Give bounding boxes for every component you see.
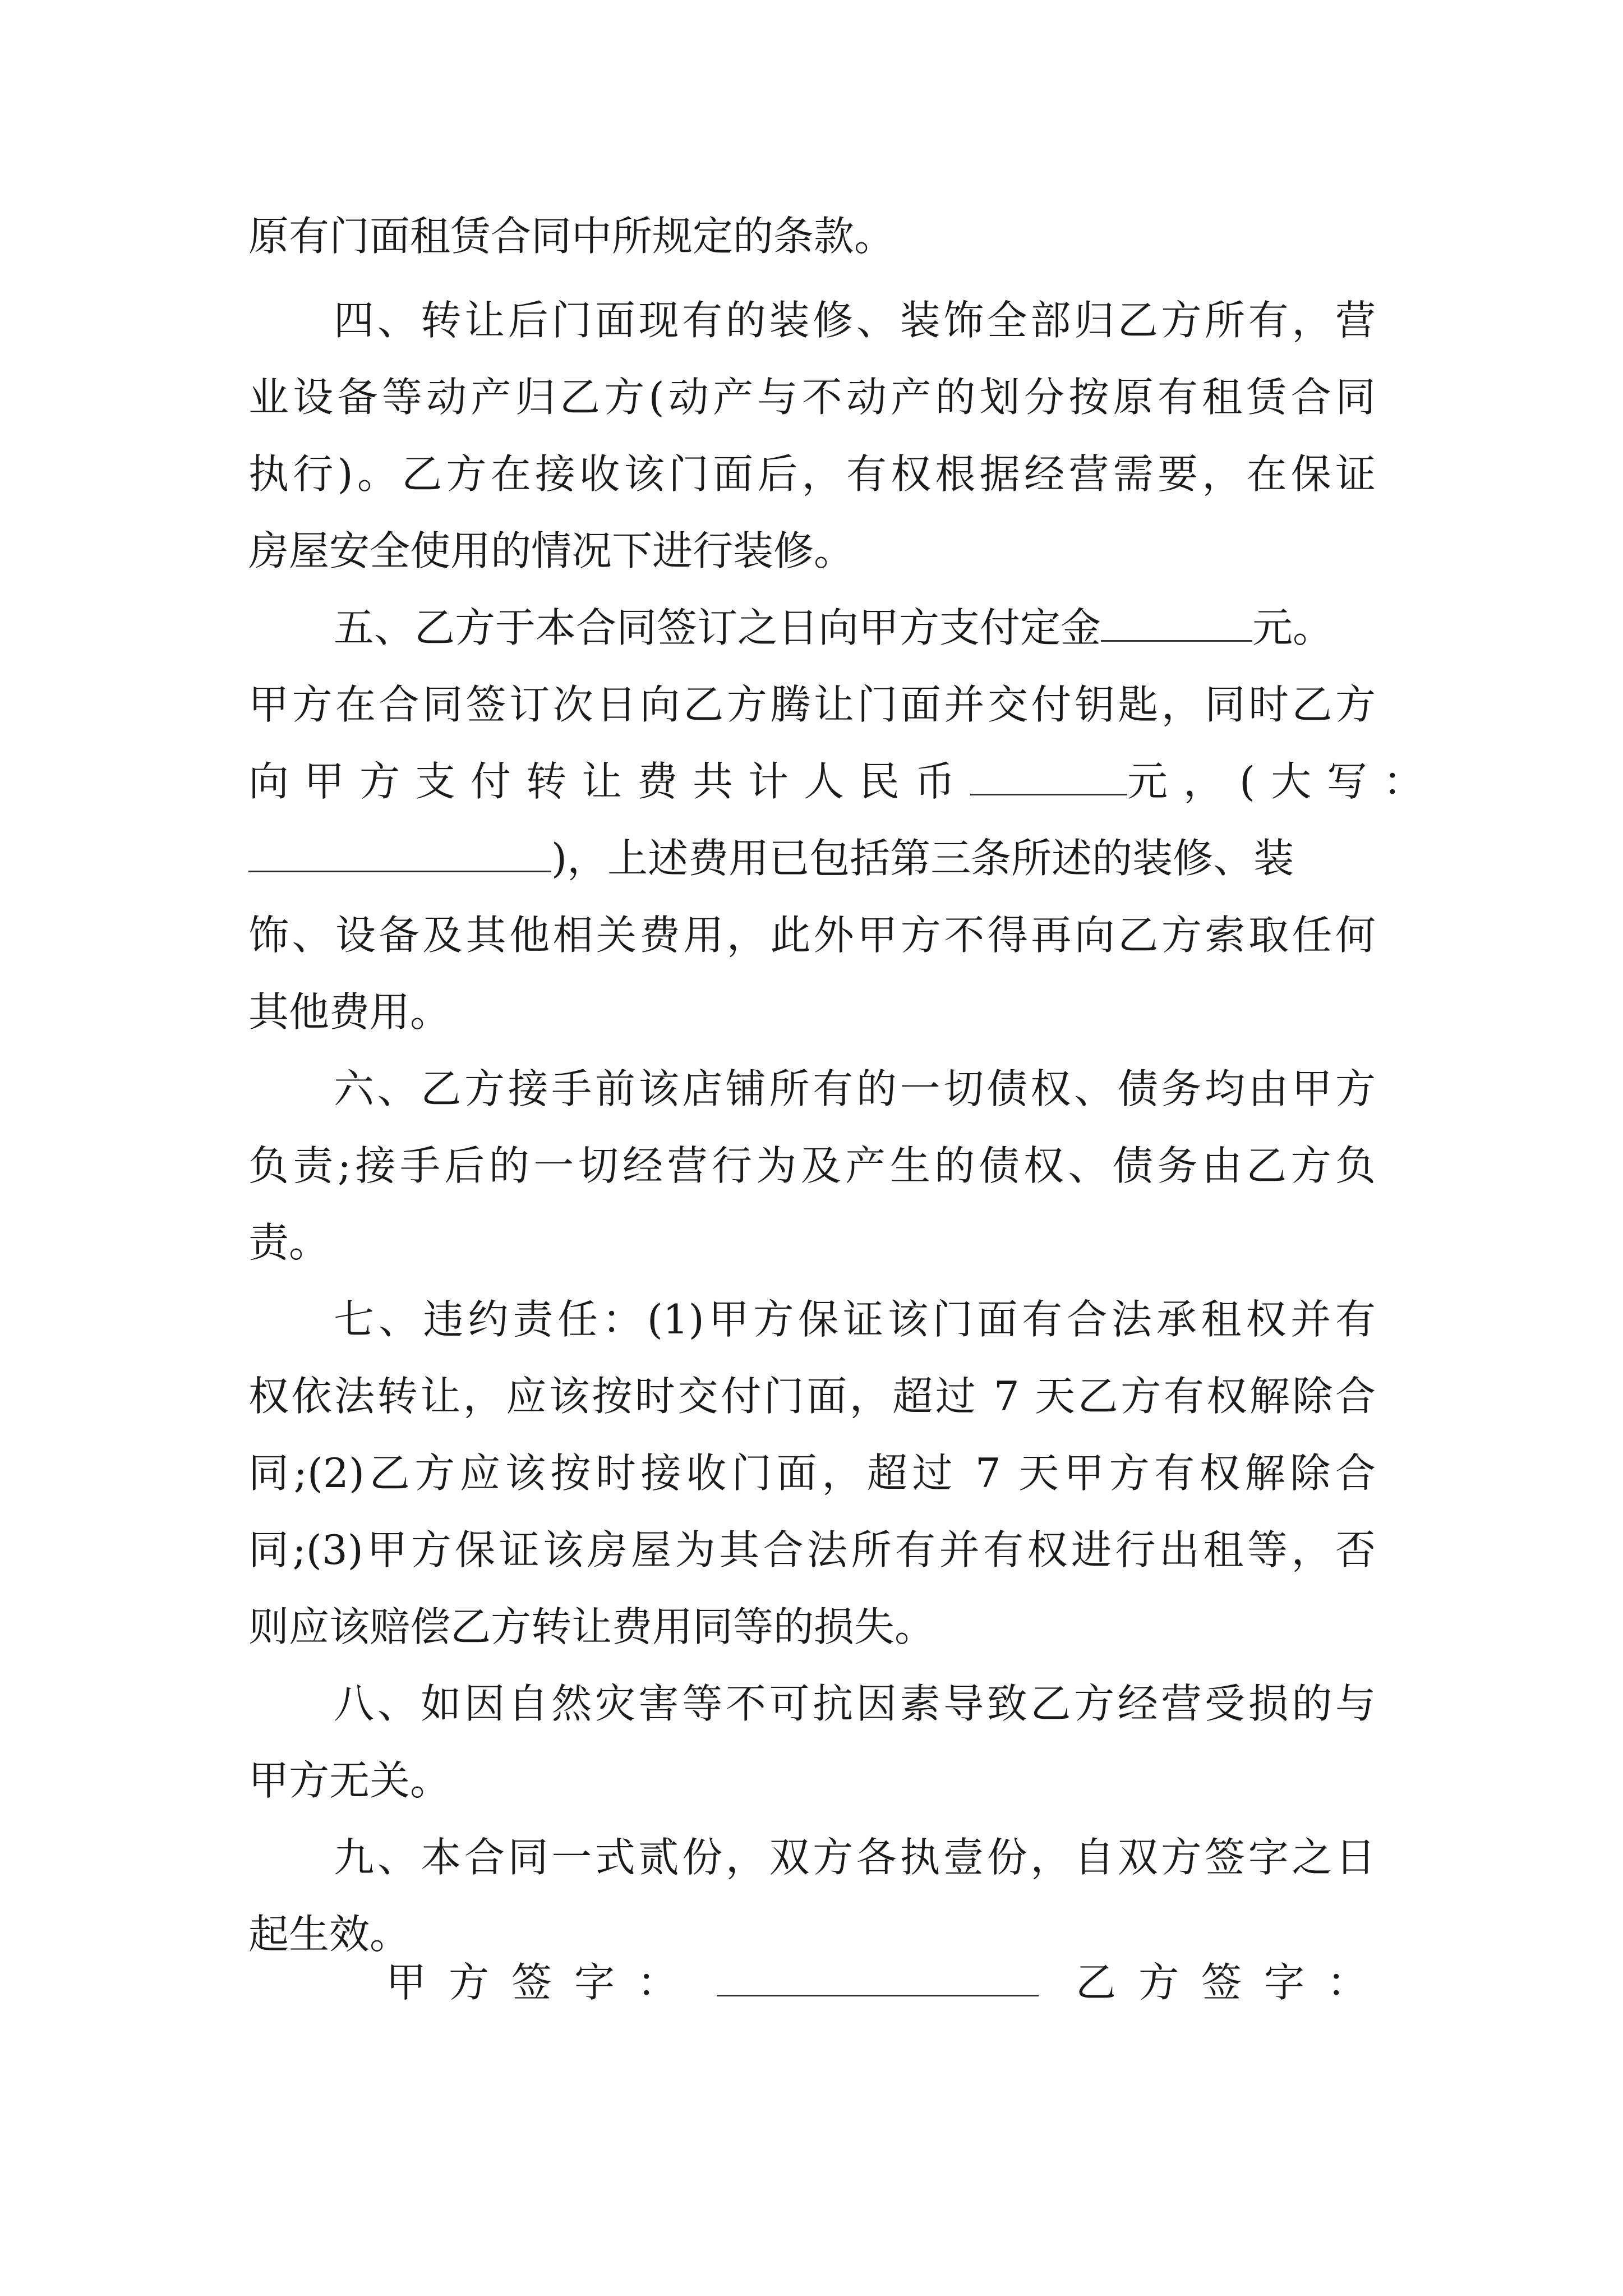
clause-5-text: 向甲方支付转让费共计人民币 xyxy=(248,758,971,805)
clause-7-line: 权依法转让，应该按时交付门面，超过 7 天乙方有权解除合 xyxy=(248,1373,1376,1420)
clause-5-line: 甲方在合同签订次日向乙方腾让门面并交付钥匙，同时乙方 xyxy=(248,681,1376,728)
deposit-amount-blank[interactable] xyxy=(1101,601,1252,642)
clause-7-line: 七、违约责任：(1)甲方保证该门面有合法承租权并有 xyxy=(334,1296,1376,1343)
clause-5-text: 元，(大写： xyxy=(1127,758,1440,805)
party-a-signature-label: 甲方签字： xyxy=(386,1959,677,2006)
clause-7-line: 同;(2)乙方应该按时接收门面，超过 7 天甲方有权解除合 xyxy=(248,1450,1376,1497)
clause-5-text: 五、乙方于本合同签订之日向甲方支付定金 xyxy=(334,604,1101,651)
clause-4-line: 四、转让后门面现有的装修、装饰全部归乙方所有，营 xyxy=(334,297,1376,344)
party-a-signature-field[interactable] xyxy=(717,1995,1039,1996)
party-b-signature-label: 乙方签字： xyxy=(1076,1959,1367,2006)
clause-5-text: )，上述费用已包括第三条所述的装修、装 xyxy=(551,835,1294,882)
clause-9-line: 九、本合同一式贰份，双方各执壹份，自双方签字之日 xyxy=(334,1834,1376,1881)
clause-4-line: 执行)。乙方在接收该门面后，有权根据经营需要，在保证 xyxy=(248,450,1376,498)
clause-9-line: 起生效。 xyxy=(248,1911,411,1958)
clause-4-line: 房屋安全使用的情况下进行装修。 xyxy=(248,527,855,574)
clause-6-line: 六、乙方接手前该店铺所有的一切债权、债务均由甲方 xyxy=(334,1065,1376,1112)
clause-7-line: 则应该赔偿乙方转让费用同等的损失。 xyxy=(248,1603,935,1650)
clause-6-line: 责。 xyxy=(248,1219,330,1266)
clause-5-line: 饰、设备及其他相关费用，此外甲方不得再向乙方索取任何 xyxy=(248,912,1376,959)
clause-5-line xyxy=(248,753,1440,809)
clause-4-line: 业设备等动产归乙方(动产与不动产的划分按原有租赁合同 xyxy=(248,374,1376,421)
clause-8-line: 八、如因自然灾害等不可抗因素导致乙方经营受损的与 xyxy=(334,1680,1376,1727)
clause-5-line: 其他费用。 xyxy=(248,988,451,1036)
paragraph-line: 原有门面租赁合同中所规定的条款。 xyxy=(248,213,895,260)
clause-8-line: 甲方无关。 xyxy=(248,1757,451,1804)
clause-7-line: 同;(3)甲方保证该房屋为其合法所有并有权进行出租等，否 xyxy=(248,1526,1376,1573)
clause-6-line: 负责;接手后的一切经营行为及产生的债权、债务由乙方负 xyxy=(248,1142,1376,1189)
clause-5-text: 元。 xyxy=(1252,604,1334,651)
clause-5-line xyxy=(248,830,1376,886)
transfer-fee-blank[interactable] xyxy=(970,754,1127,795)
amount-in-words-blank[interactable] xyxy=(248,831,551,872)
clause-5-line xyxy=(334,600,1376,656)
